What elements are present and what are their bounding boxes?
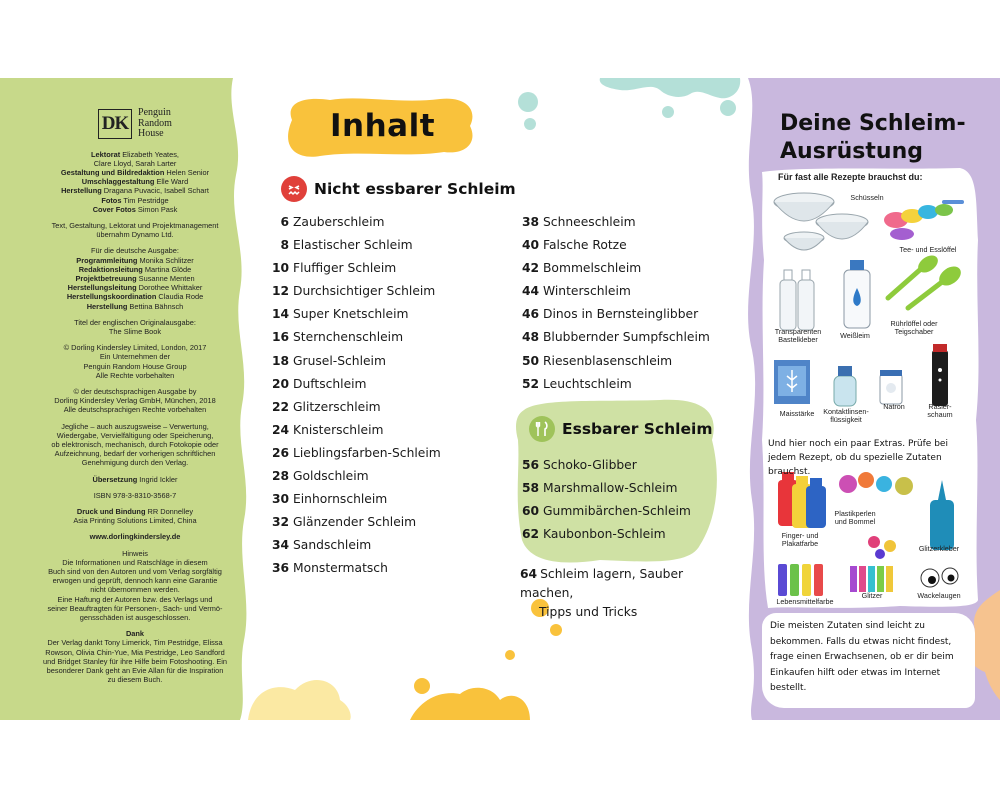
imprint-line	[40, 657, 230, 666]
imprint-line	[40, 458, 230, 467]
imprint-text: Helen Senior	[164, 167, 210, 177]
imprint-role: Herstellung	[61, 186, 102, 196]
toc-label: Kaubonbon-Schleim	[543, 527, 666, 542]
toc-page-number: 36	[272, 561, 290, 576]
imprint-line	[40, 274, 230, 283]
baking-soda-icon	[880, 370, 902, 404]
imprint-line	[40, 638, 230, 647]
imprint-block	[40, 246, 230, 310]
toc-page-number: 62	[522, 527, 540, 542]
toc-page-number: 56	[522, 458, 540, 472]
glitter-tube-icon	[850, 566, 893, 592]
imprint-text: ob elektronisch, mechanisch, durch Fotokopie oder	[51, 439, 219, 449]
section-heading-label: Nicht essbarer Schleim	[314, 180, 516, 198]
imprint-line	[40, 283, 230, 292]
toc-entry[interactable]	[272, 492, 441, 515]
equipment-title: Deine Schleim- Ausrüstung	[780, 111, 966, 164]
imprint-line	[40, 318, 230, 327]
toc-page-number: 32	[272, 515, 290, 530]
yellow-drop	[505, 650, 515, 660]
imprint-line	[40, 352, 230, 361]
imprint-line	[40, 666, 230, 675]
toc-page-number: 52	[522, 376, 540, 391]
imprint-role: Cover Fotos	[92, 204, 136, 214]
toc-page-number: 28	[272, 469, 290, 484]
toc-page-number: 22	[272, 399, 290, 414]
contents-title: Inhalt	[330, 108, 436, 144]
imprint-text: Claudia Rode	[156, 292, 204, 302]
toc-page-number: 10	[272, 261, 290, 276]
toc-label: Fluffiger Schleim	[293, 261, 397, 276]
imprint-text: Buch sind von den Autoren und vom Verlag sorgfältig	[48, 567, 222, 577]
toc-page-number: 44	[522, 284, 540, 299]
toc-entry[interactable]	[522, 215, 710, 238]
mint-drop	[662, 106, 674, 118]
toc-label: Bommelschleim	[543, 261, 642, 276]
imprint-line	[40, 265, 230, 274]
equipment-label: Weißleim	[840, 331, 870, 340]
imprint-block	[40, 387, 230, 415]
imprint-block	[40, 221, 230, 239]
imprint-text: The Slime Book	[108, 326, 162, 336]
dk-logo-mark: DK	[98, 109, 132, 139]
imprint-role: Druck und Bindung	[76, 507, 146, 516]
imprint-text: © Dorling Kindersley Limited, London, 2017	[63, 343, 207, 353]
toc-label: Goldschleim	[293, 469, 369, 484]
toc-page-number: 46	[522, 307, 540, 322]
imprint-line	[40, 629, 230, 638]
imprint-line	[40, 186, 230, 195]
publisher-name: Penguin Random House	[138, 107, 172, 139]
imprint-line	[40, 396, 230, 405]
closing-note: Die meisten Zutaten sind leicht zu bekommen. Falls du etwas nicht findest, frage einen Erwachsenen, ob er dir beim Einkaufen hilft oder etwas im Internet bestellt.	[762, 613, 975, 708]
imprint-line	[40, 604, 230, 613]
imprint-line	[40, 177, 230, 186]
imprint-role: www.dorlingkindersley.de	[89, 532, 181, 542]
toc-page-number: 58	[522, 481, 540, 496]
imprint-line	[40, 585, 230, 594]
imprint-block	[40, 422, 230, 468]
imprint-line	[40, 256, 230, 265]
imprint-line	[40, 431, 230, 440]
imprint-text: Eine Haftung der Autoren bzw. des Verlags und	[57, 594, 213, 604]
toc-label: Schoko-Glibber	[543, 458, 637, 472]
mint-splash	[600, 78, 741, 98]
mint-drop	[518, 92, 538, 112]
glue-bottle-icon	[780, 270, 814, 330]
toc-page-number: 20	[272, 376, 290, 391]
imprint-text: Alle Rechte vorbehalten	[95, 370, 175, 380]
yellow-drop	[414, 678, 430, 694]
toc-label: Schneeschleim	[543, 215, 636, 229]
imprint-text: Elle Ward	[154, 177, 189, 187]
imprint-role: Programmleitung	[76, 255, 138, 265]
imprint-role: Herstellungsleitung	[67, 283, 137, 293]
toc-entry[interactable]	[522, 377, 710, 400]
toc-page-number: 48	[522, 330, 540, 345]
imprint-role: Redaktionsleitung	[78, 264, 143, 274]
lens-fluid-icon	[834, 366, 856, 406]
imprint-text: Simon Pask	[135, 204, 178, 214]
imprint-line	[40, 387, 230, 396]
imprint-block	[40, 318, 230, 336]
equipment-label: Lebensmittelfarbe	[776, 597, 834, 606]
imprint-line	[40, 549, 230, 558]
imprint-line	[40, 246, 230, 255]
toc-label: Schleim lagern, Sauber machen,	[520, 567, 684, 600]
imprint-text: seiner Beauftragten für Personen-, Sach- und Vermö-	[47, 603, 223, 613]
imprint-text: Martina Glöde	[142, 264, 192, 274]
imprint-role: Übersetzung	[92, 474, 138, 484]
light-splash	[248, 680, 351, 720]
googly-eyes-icon	[921, 568, 958, 587]
toc-label: Blubbernder Sumpfschleim	[543, 330, 710, 345]
imprint-line	[40, 675, 230, 684]
imprint-line	[40, 491, 230, 500]
toc-label: Grusel-Schleim	[293, 353, 386, 368]
imprint-text: © der deutschsprachigen Ausgabe by	[73, 386, 197, 396]
imprint-role: Gestaltung und Bildredaktion	[60, 167, 165, 177]
imprint-line	[40, 532, 230, 541]
imprint-block	[40, 475, 230, 484]
imprint-role: Herstellungskoordination	[66, 292, 157, 302]
imprint-text: Genehmigung durch den Verlag.	[81, 458, 189, 468]
imprint-role: Projektbetreuung	[75, 273, 137, 283]
mint-drop	[720, 100, 736, 116]
toc-page-number: 40	[522, 238, 540, 253]
equipment-label: Transparenten Bastelkleber	[774, 327, 822, 344]
imprint-line	[40, 613, 230, 622]
toc-label: Knisterschleim	[293, 422, 384, 437]
toc-entry[interactable]	[522, 261, 710, 284]
fork-knife-icon	[529, 416, 555, 442]
imprint-column	[40, 108, 230, 691]
spatula-icon	[888, 252, 964, 308]
toc-entry[interactable]	[272, 354, 441, 377]
imprint-role: Lektorat	[91, 149, 121, 159]
imprint-block	[40, 491, 230, 500]
toc-label: Monstermatsch	[293, 561, 388, 576]
equipment-label: Maisstärke	[779, 409, 815, 418]
toc-entry[interactable]	[272, 330, 441, 353]
imprint-block	[40, 150, 230, 214]
imprint-role: Umschlaggestaltung	[81, 177, 155, 187]
toc-label: Zauberschleim	[293, 215, 385, 229]
imprint-text: Rowson, Olivia Chin-Yue, Mia Pestridge, Leo Sandford	[45, 647, 225, 657]
imprint-line	[40, 362, 230, 371]
toc-label: Duftschleim	[293, 376, 367, 391]
equipment-label: Tee- und Esslöffel	[899, 245, 957, 254]
imprint-text: Aufzeichnung, bedarf der vorherigen schriftlichen	[54, 449, 216, 459]
imprint-text: gensschäden ist ausgeschlossen.	[79, 613, 191, 623]
imprint-role: Dank	[125, 629, 145, 639]
imprint-line	[40, 558, 230, 567]
toc-label: Elastischer Schleim	[293, 238, 413, 253]
bottom-splash	[410, 688, 530, 720]
extras-text: Und hier noch ein paar Extras. Prüfe bei jedem Rezept, ob du spezielle Zutaten brauchst.	[768, 439, 948, 477]
toc-entry[interactable]	[522, 527, 691, 550]
imprint-line	[40, 168, 230, 177]
imprint-line	[40, 371, 230, 380]
toc-page-number: 38	[522, 215, 540, 229]
imprint-line	[40, 567, 230, 576]
toc-label: Sandschleim	[293, 538, 372, 553]
toc-entry[interactable]	[272, 307, 441, 330]
imprint-block	[40, 532, 230, 541]
imprint-text: Text, Gestaltung, Lektorat und Projektmanagement	[51, 220, 219, 230]
toc-label: Glänzender Schleim	[293, 515, 417, 530]
imprint-line	[40, 221, 230, 230]
toc-entry[interactable]	[522, 354, 710, 377]
equipment-label: Kontaktlinsen-flüssigkeit	[823, 407, 869, 424]
imprint-line	[40, 196, 230, 205]
imprint-text: Clare Lloyd, Sarah Larter	[93, 158, 177, 168]
equipment-label: Schüsseln	[850, 193, 884, 202]
imprint-text: Monika Schlitzer	[137, 255, 194, 265]
toc-entry[interactable]	[522, 238, 710, 261]
food-colouring-icon	[778, 564, 823, 596]
toc-list-right	[522, 215, 710, 400]
imprint-credits	[40, 150, 230, 685]
imprint-text: übernahm Dynamo Ltd.	[96, 230, 174, 240]
equipment-label: Rührlöffel oder Teigschaber	[890, 319, 938, 336]
imprint-text: besonderer Dank geht an Evie Allan für die Inspiration	[46, 666, 224, 676]
equipment-label: Glitzerkleber	[918, 544, 960, 553]
imprint-line	[40, 150, 230, 159]
glitter-glue-icon	[930, 480, 954, 550]
imprint-role: Fotos	[101, 195, 122, 205]
imprint-role: Herstellung	[86, 301, 128, 311]
mint-drop	[524, 118, 536, 130]
imprint-text: Die Informationen und Ratschläge in diesem	[62, 557, 208, 567]
toc-page-number: 34	[272, 538, 290, 553]
toc-page-number: 42	[522, 261, 540, 276]
equipment-label: Natron	[883, 402, 905, 411]
imprint-text: Titel der englischen Originalausgabe:	[74, 317, 196, 327]
imprint-line	[40, 405, 230, 414]
imprint-text: Dorling Kindersley Verlag GmbH, München, 2018	[54, 396, 216, 406]
imprint-text: Wiedergabe, Vervielfältigung oder Speicherung,	[56, 430, 214, 440]
toc-entry[interactable]	[272, 284, 441, 307]
equipment-intro: Für fast alle Rezepte brauchst du:	[778, 172, 923, 182]
toc-entry[interactable]	[272, 469, 441, 492]
toc-page-number: 12	[272, 284, 290, 299]
imprint-line	[40, 449, 230, 458]
equipment-label: Wackelaugen	[917, 591, 961, 600]
disgusted-face-icon	[281, 176, 307, 202]
imprint-line	[40, 230, 230, 239]
toc-entry[interactable]	[272, 261, 441, 284]
toc-list-left	[272, 215, 441, 585]
imprint-text: Für die deutsche Ausgabe:	[91, 246, 179, 256]
toc-entry[interactable]	[272, 561, 441, 584]
shaving-foam-icon	[932, 344, 948, 406]
imprint-text: Jegliche – auch auszugsweise – Verwertung,	[61, 421, 209, 431]
imprint-text: ISBN 978-3-8310-3568-7	[93, 490, 177, 500]
equipment-label: Finger- und Plakatfarbe	[781, 531, 819, 548]
imprint-text: Susanne Menten	[136, 273, 195, 283]
toc-page-number: 16	[272, 330, 290, 345]
imprint-text: Hinweis	[122, 548, 148, 558]
toc-entry[interactable]	[522, 307, 710, 330]
imprint-line	[40, 292, 230, 301]
imprint-text: Dorothee Whittaker	[136, 283, 203, 293]
imprint-text: Der Verlag dankt Tony Limerick, Tim Pestridge, Elissa	[47, 638, 223, 648]
imprint-line	[40, 595, 230, 604]
toc-page-number: 30	[272, 492, 290, 507]
toc-entry[interactable]	[272, 538, 441, 561]
white-glue-icon	[844, 260, 870, 328]
imprint-line	[40, 516, 230, 525]
imprint-line	[40, 159, 230, 168]
imprint-text: Elizabeth Yeates,	[120, 149, 179, 159]
imprint-line	[40, 440, 230, 449]
toc-label: Marshmallow-Schleim	[543, 481, 678, 496]
toc-page-number: 8	[280, 238, 289, 253]
imprint-text: Tim Pestridge	[121, 195, 169, 205]
imprint-line	[40, 302, 230, 311]
toc-label: Lieblingsfarben-Schleim	[293, 445, 441, 460]
imprint-line	[40, 576, 230, 585]
imprint-line	[40, 648, 230, 657]
toc-page-number: 50	[522, 353, 540, 368]
toc-page-number: 60	[522, 504, 540, 519]
imprint-line	[40, 327, 230, 336]
equipment-label: Plastikperlen und Bommel	[834, 509, 876, 526]
imprint-line	[40, 475, 230, 484]
toc-entry[interactable]	[272, 377, 441, 400]
yellow-drop	[550, 624, 562, 636]
toc-entry[interactable]	[522, 458, 691, 481]
toc-label: Durchsichtiger Schleim	[293, 284, 436, 299]
toc-label: Dinos in Bernsteinglibber	[543, 307, 699, 322]
toc-page-number: 24	[272, 422, 290, 437]
equipment-label: Glitzer	[861, 591, 883, 600]
imprint-text: Ein Unternehmen der	[99, 352, 171, 362]
toc-label: Gummibärchen-Schleim	[543, 504, 691, 519]
toc-label: Riesenblasenschleim	[543, 353, 673, 368]
imprint-block	[40, 343, 230, 380]
imprint-text: RR Donnelley	[145, 507, 194, 516]
toc-entry[interactable]	[272, 215, 441, 238]
imprint-line	[40, 205, 230, 214]
cornstarch-box-icon	[774, 360, 810, 404]
toc-entry[interactable]	[522, 330, 710, 353]
toc-label: Falsche Rotze	[543, 238, 627, 253]
paint-bottle-icon	[778, 472, 826, 528]
toc-label: Leuchtschleim	[543, 376, 632, 391]
toc-label: Einhornschleim	[293, 492, 388, 507]
toc-label: Glitzerschleim	[293, 399, 381, 414]
section-heading-non-edible	[281, 176, 516, 202]
toc-list-edible	[522, 458, 691, 550]
imprint-text: zu diesem Buch.	[107, 675, 163, 685]
imprint-text: Asia Printing Solutions Limited, China	[73, 516, 197, 526]
toc-entry[interactable]	[272, 238, 441, 261]
toc-entry[interactable]	[522, 481, 691, 504]
imprint-text: Ingrid Ickler	[137, 474, 178, 484]
toc-page-number: 6	[280, 215, 289, 229]
equipment-label: Rasier-schaum	[927, 402, 953, 419]
toc-entry[interactable]	[272, 515, 441, 538]
toc-page-number: 14	[272, 307, 290, 322]
publisher-logo	[40, 108, 230, 140]
toc-entry[interactable]	[522, 504, 691, 527]
toc-label: Super Knetschleim	[293, 307, 409, 322]
toc-page-number: 18	[272, 353, 290, 368]
imprint-text: nicht übernommen werden.	[90, 585, 180, 595]
measuring-spoons-icon	[884, 200, 964, 240]
imprint-line	[40, 422, 230, 431]
imprint-text: erwogen und geprüft, dennoch kann eine Garantie	[52, 576, 218, 586]
imprint-text: Dragana Puvacic, Isabell Schart	[101, 186, 209, 196]
imprint-block	[40, 507, 230, 525]
imprint-line	[40, 507, 230, 516]
imprint-text: und Bridget Stanley für ihre Hilfe beim Fotoshooting. Ein	[42, 656, 228, 666]
toc-label: Tipps und Tricks	[539, 605, 638, 619]
toc-entry[interactable]	[272, 446, 441, 469]
toc-page-number: 26	[272, 445, 290, 460]
toc-entry[interactable]	[272, 400, 441, 423]
toc-label: Sternchenschleim	[293, 330, 404, 345]
section-heading-label: Essbarer Schleim	[562, 420, 713, 438]
imprint-text: Penguin Random House Group	[83, 361, 187, 371]
toc-entry[interactable]	[272, 423, 441, 446]
toc-entry-extra	[520, 565, 725, 622]
toc-entry[interactable]	[522, 284, 710, 307]
imprint-text: Alle deutschsprachigen Rechte vorbehalten	[63, 405, 207, 415]
section-heading-edible	[529, 416, 712, 442]
toc-label: Winterschleim	[543, 284, 631, 299]
imprint-text: Bettina Bähnsch	[127, 301, 184, 311]
toc-page-number: 64	[520, 567, 538, 581]
imprint-block	[40, 629, 230, 684]
imprint-line	[40, 343, 230, 352]
imprint-block	[40, 549, 230, 623]
